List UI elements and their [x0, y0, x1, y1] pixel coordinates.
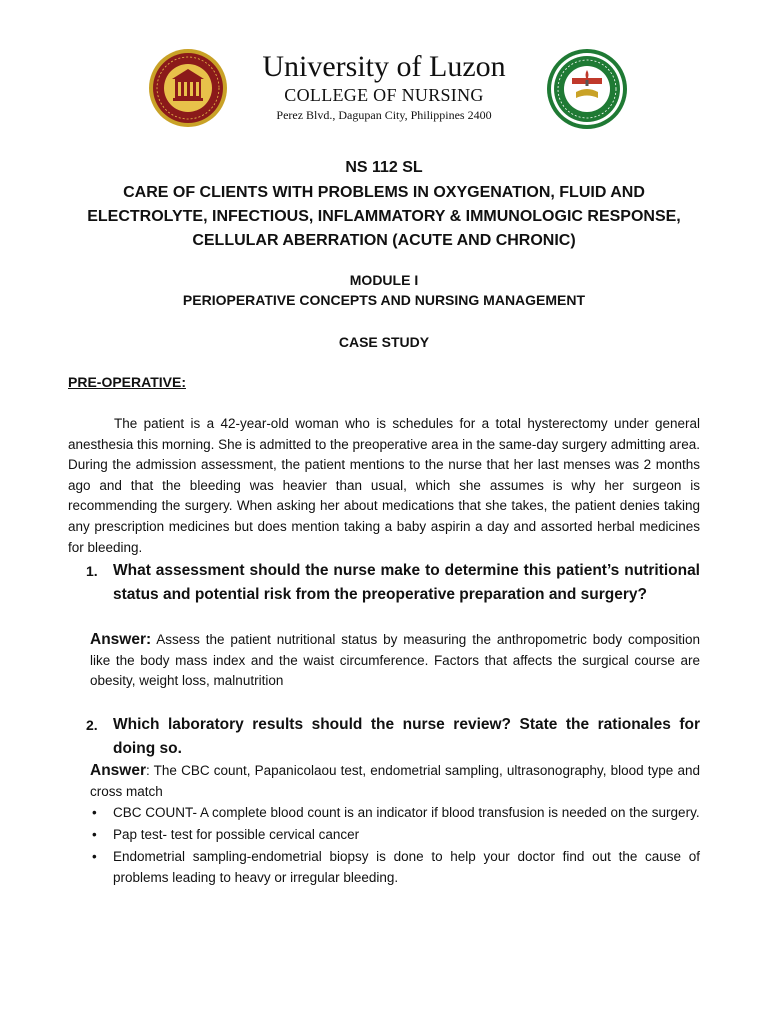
- list-item: [90, 803, 700, 824]
- list-item-text: Endometrial sampling-endometrial biopsy is done to help your doctor find out the cause of problems leading to heavy or irregular bleeding.: [113, 849, 700, 885]
- module-title: PERIOPERATIVE CONCEPTS AND NURSING MANAGEMENT: [182, 292, 586, 308]
- question-1: [86, 559, 700, 607]
- question-number: 1.: [86, 563, 98, 579]
- document-header: [0, 0, 768, 140]
- question-text: What assessment should the nurse make to determine this patient’s nutritional status and potential risk from the preoperative preparation and surgery?: [113, 562, 700, 603]
- university-address: Perez Blvd., Dagupan City, Philippines 2400: [276, 108, 492, 122]
- answer-text: Assess the patient nutritional status by measuring the anthropometric body composition like the body mass index and the waist circumference. Factors that affects the surgical course are obesity, weight loss, malnutrition: [90, 632, 700, 689]
- list-item-text: Pap test- test for possible cervical cancer: [113, 827, 360, 843]
- college-name: COLLEGE OF NURSING: [284, 85, 484, 105]
- course-code: NS 112 SL: [345, 159, 423, 176]
- module-label: MODULE I: [349, 272, 419, 288]
- question-text: Which laboratory results should the nurse review? State the rationales for doing so.: [113, 716, 700, 757]
- bullet-icon: •: [92, 805, 97, 820]
- section-heading: PRE-OPERATIVE:: [68, 374, 186, 390]
- question-2: [86, 713, 700, 761]
- answer-1: [90, 630, 700, 692]
- case-intro-paragraph: The patient is a 42-year-old woman who is schedules for a total hysterectomy under general anesthesia this morning. She is admitted to the preoperative area in the same-day surgery admitting area. During the admission assessment, the patient mentions to the nurse that her last menses was 2 months ago and that the bleeding was heavier than usual, which she assumes is why her surgeon is recommending the surgery. When asking her about medications that she takes, the patient denies taking any prescription medicines but does mention taking a baby aspirin a day and assorted herbal medicines for bleeding.: [68, 416, 700, 555]
- case-study-label: CASE STUDY: [338, 334, 430, 350]
- university-name: University of Luzon: [262, 50, 506, 83]
- answer-2: [90, 761, 700, 802]
- course-title: CARE OF CLIENTS WITH PROBLEMS IN OXYGENATION, FLUID AND ELECTROLYTE, INFECTIOUS, INFLAMMATORY & IMMUNOLOGIC RESPONSE, CELLULAR ABERRATION (ACUTE AND CHRONIC): [87, 184, 681, 249]
- question-number: 2.: [86, 717, 98, 733]
- answer-text: : The CBC count, Papanicolaou test, endometrial sampling, ultrasonography, blood type and cross match: [90, 763, 700, 799]
- bullet-icon: •: [92, 827, 97, 843]
- list-item: [90, 825, 700, 846]
- list-item: [90, 847, 700, 888]
- answer-label: Answer: [90, 762, 146, 779]
- answer-label: Answer:: [90, 631, 152, 648]
- rationale-list: [90, 803, 700, 890]
- list-item-text: CBC COUNT- A complete blood count is an indicator if blood transfusion is needed on the surgery.: [113, 805, 700, 820]
- bullet-icon: •: [92, 849, 97, 865]
